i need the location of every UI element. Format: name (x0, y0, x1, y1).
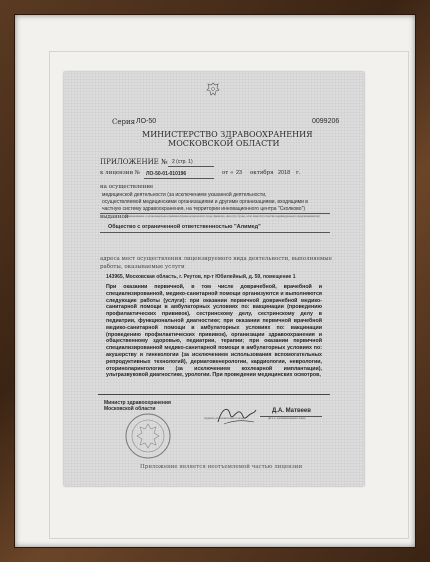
certificate-number: 0099206 (312, 118, 340, 125)
date-year: 2018 (278, 170, 291, 176)
coat-of-arms-icon (206, 82, 220, 96)
activity-line: осуществляемой медицинскими организациями и другими организациями, входящими в (102, 199, 308, 205)
license-number: ЛО-50-01-010196 (146, 171, 187, 177)
signer-role-line2: Московской области (104, 406, 156, 412)
appendix-value: 2 (стр. 1) (172, 159, 193, 165)
signer-role-line1: Министр здравоохранения (104, 400, 171, 406)
activity-line: медицинской деятельности (за исключением указанной деятельности, (102, 192, 267, 198)
issued-label: выданной (100, 214, 129, 220)
address: 143965, Московская область, г. Реутов, пр-т Юбилейный, д. 59, помещение 1 (106, 274, 296, 280)
issued-hint: (наименование и организационно-правовая форма юридического лица, фамилия, имя и (в случае, если имеется) отчество индивидуального предпринимателя) (126, 215, 320, 218)
footer-note: Приложение является неотъемлемой частью лицензии (140, 464, 303, 470)
appendix-label: ПРИЛОЖЕНИЕ № (100, 158, 168, 166)
official-seal-icon (124, 412, 172, 460)
activity-line: частную систему здравоохранения, на территории инновационного центра "Сколково") (102, 206, 306, 212)
services-text: При оказании первичной, в том числе доврачебной, врачебной и специализированной, медико-санитарной помощи организуются и выполняются следующие работы (услуги): при оказании первичной доврачебной медико-санитарной помощи в амбулаторных условиях по: вакцинации (проведению профилактических прививок), сестринскому делу, сестринскому делу в педиатрии, функциональной диагностике; при оказании первичной врачебной медико-санитарной помощи в амбулаторных условиях по: вакцинации (проведению профилактических прививок), организации здравоохранения и общественному здоровью, педиатрии, терапии; при оказании первичной специализированной медико-санитарной помощи в амбулаторных условиях по: акушерству и гинекологии (за исключением использования вспомогательных репродуктивных технологий), дерматовенерологии, кардиологии, неврологии, оториноларингологии (за исключением кохлеарной имплантации), ультразвуковой диагностике, урологии. При проведении медицинских осмотров, (106, 284, 322, 379)
address-intro-line2: работы, оказываемые услуги (100, 264, 185, 270)
signature-hint: (подпись уполномоченного лица) (204, 417, 244, 420)
series-value: ЛО-50 (136, 118, 157, 125)
signer-name: Д.А. Матвеев (272, 408, 311, 414)
address-intro-line1: адреса мест осуществления лицензируемого вида деятельности, выполняемые (100, 256, 332, 262)
date-month: октября (250, 170, 274, 176)
license-label: к лицензии № (100, 170, 141, 176)
signer-name-hint: (ф.и.о. уполномоченного лица) (268, 417, 306, 420)
date-day: 23 (236, 170, 243, 176)
organization-name: Общество с ограниченной ответственностью "Алимед" (108, 224, 261, 230)
date-prefix: от « (222, 170, 234, 176)
ministry-title-line1: МИНИСТЕРСТВО ЗДРАВООХРАНЕНИЯ (142, 130, 313, 139)
signature-icon (214, 402, 258, 428)
series-label: Серия (112, 118, 136, 126)
activity-label: на осуществление (100, 184, 154, 190)
certificate-document (64, 72, 364, 486)
ministry-title-line2: МОСКОВСКОЙ ОБЛАСТИ (168, 139, 280, 148)
date-suffix: г. (296, 170, 301, 176)
